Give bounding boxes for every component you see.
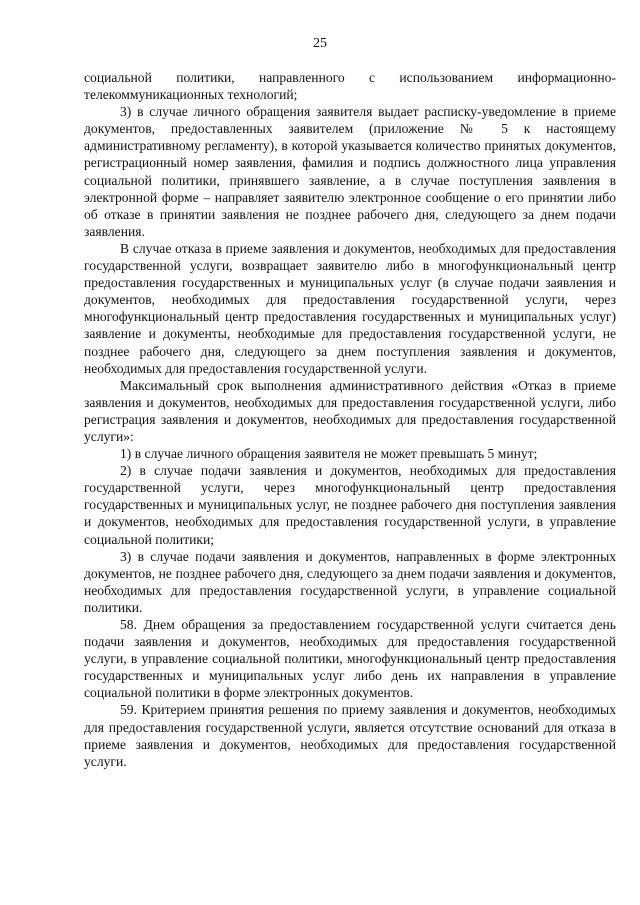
paragraph: В случае отказа в приеме заявления и документов, необходимых для предоставления государственной услуги, возвращает заявителю либо в многофункциональный центр предоставления государственных и муниципальных услуг (в случае подачи заявления и документов, необходимых для предоставления государственной услуги, через многофункциональный центр предоставления государственных и муниципальных услуг) заявление и документы, необходимые для предоставления государственной услуги, не позднее рабочего дня, следующего за днем поступления заявления и документов, необходимых для предоставления государственной услуги. xyxy=(84,240,616,376)
paragraph: 58. Днем обращения за предоставлением государственной услуги считается день подачи заявления и документов, необходимых для предоставления государственной услуги, в управление социальной политики, многофункциональный центр предоставления государственных и муниципальных услуг либо день их направления в управление социальной политики в форме электронных документов. xyxy=(84,617,616,701)
paragraph: 3) в случае личного обращения заявителя выдает расписку-уведомление в приеме документов, предоставленных заявителем (приложение № 5 к настоящему административному регламенту), в которой указывается количество принятых документов, регистрационный номер заявления, фамилия и подпись должностного лица управления социальной политики, принявшего заявление, а в случае поступления заявления в электронной форме – направляет заявителю электронное сообщение о его принятии либо об отказе в принятии заявления не позднее рабочего дня, следующего за днем подачи заявления. xyxy=(84,104,616,239)
paragraph: 1) в случае личного обращения заявителя не может превышать 5 минут; xyxy=(120,446,538,462)
page-body xyxy=(84,69,616,770)
paragraph: социальной политики, направленного с использованием информационно-телекоммуникационных технологий; xyxy=(84,70,616,103)
page-number: 25 xyxy=(313,36,327,51)
paragraph: 59. Критерием принятия решения по приему заявления и документов, необходимых для предоставления государственной услуги, является отсутствие оснований для отказа в приеме заявления и документов, необходимых для предоставления государственной услуги. xyxy=(84,702,616,769)
paragraph: Максимальный срок выполнения административного действия «Отказ в приеме заявления и документов, необходимых для предоставления государственной услуги, либо регистрация заявления и документов, необходимых для предоставления государственной услуги»: xyxy=(84,377,616,444)
paragraph: 2) в случае подачи заявления и документов, необходимых для предоставления государственной услуги, через многофункциональный центр предоставления государственных и муниципальных услуг, не позднее рабочего дня поступления заявления и документов, необходимых для предоставления государственной услуги, в управление социальной политики; xyxy=(84,463,616,547)
paragraph: 3) в случае подачи заявления и документов, направленных в форме электронных документов, не позднее рабочего дня, следующего за днем подачи заявления и документов, необходимых для предоставления государственной услуги, в управление социальной политики. xyxy=(84,548,616,615)
